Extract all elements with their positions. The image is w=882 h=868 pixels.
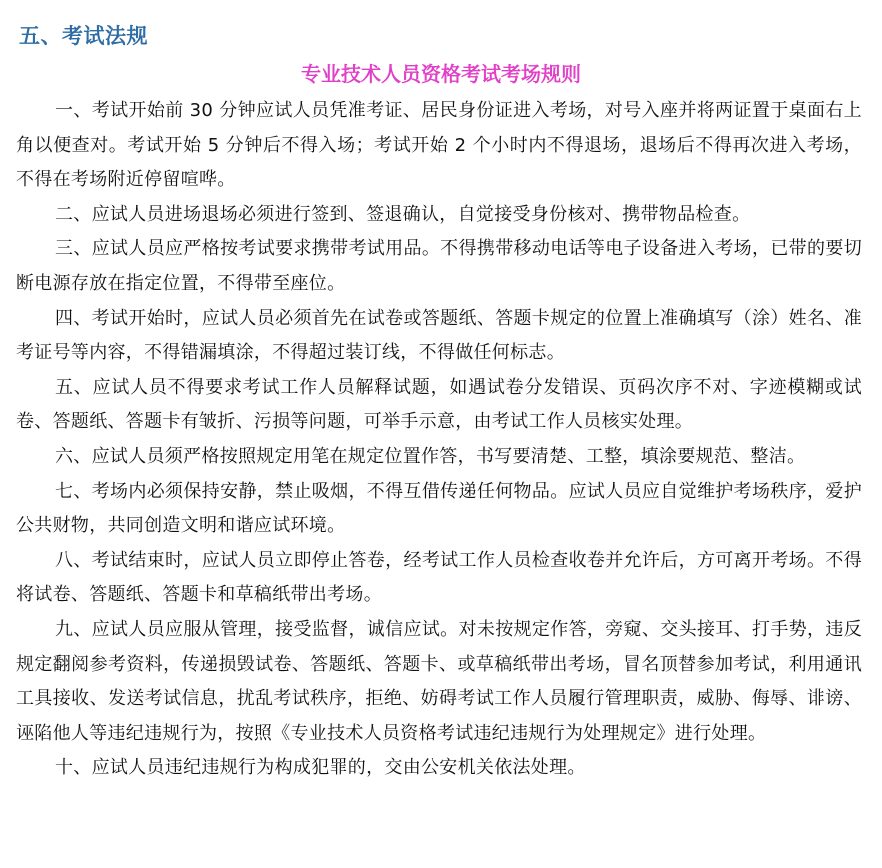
section-heading: 五、考试法规 [19, 24, 148, 48]
rule-item: 六、应试人员须严格按照规定用笔在规定位置作答，书写要清楚、工整，填涂要规范、整洁。 [55, 445, 806, 467]
document-title: 专业技术人员资格考试考场规则 [301, 62, 581, 86]
rule-item: 五、应试人员不得要求考试工作人员解释试题，如遇试卷分发错误、页码次序不对、字迹模糊或试卷、答题纸、答题卡有皱折、污损等问题，可举手示意，由考试工作人员核实处理。 [16, 376, 862, 433]
rule-item: 一、考试开始前 30 分钟应试人员凭准考证、居民身份证进入考场，对号入座并将两证置于桌面右上角以便查对。考试开始 5 分钟后不得入场；考试开始 2 个小时内不得退场，退场后不得再次进入考场，不得在考场附近停留喧哗。 [16, 100, 862, 191]
rule-item: 十、应试人员违纪违规行为构成犯罪的，交由公安机关依法处理。 [55, 757, 586, 779]
rules-list [16, 94, 862, 786]
rule-item: 七、考场内必须保持安静，禁止吸烟，不得互借传递任何物品。应试人员应自觉维护考场秩序，爱护公共财物，共同创造文明和谐应试环境。 [16, 480, 862, 537]
rule-item: 二、应试人员进场退场必须进行签到、签退确认，自觉接受身份核对、携带物品检查。 [55, 203, 751, 225]
rule-item: 九、应试人员应服从管理，接受监督，诚信应试。对未按规定作答，旁窥、交头接耳、打手势，违反规定翻阅参考资料，传递损毁试卷、答题纸、答题卡、或草稿纸带出考场，冒名顶替参加考试，利用通讯工具接收、发送考试信息，扰乱考试秩序，拒绝、妨碍考试工作人员履行管理职责，威胁、侮辱、诽谤、诬陷他人等违纪违规行为，按照《专业技术人员资格考试违纪违规行为处理规定》进行处理。 [16, 618, 862, 744]
rule-item: 四、考试开始时，应试人员必须首先在试卷或答题纸、答题卡规定的位置上准确填写（涂）姓名、准考证号等内容，不得错漏填涂，不得超过装订线，不得做任何标志。 [16, 307, 862, 364]
rule-item: 三、应试人员应严格按考试要求携带考试用品。不得携带移动电话等电子设备进入考场，已带的要切断电源存放在指定位置，不得带至座位。 [16, 238, 862, 294]
rule-item: 八、考试结束时，应试人员立即停止答卷，经考试工作人员检查收卷并允许后，方可离开考场。不得将试卷、答题纸、答题卡和草稿纸带出考场。 [16, 549, 862, 606]
